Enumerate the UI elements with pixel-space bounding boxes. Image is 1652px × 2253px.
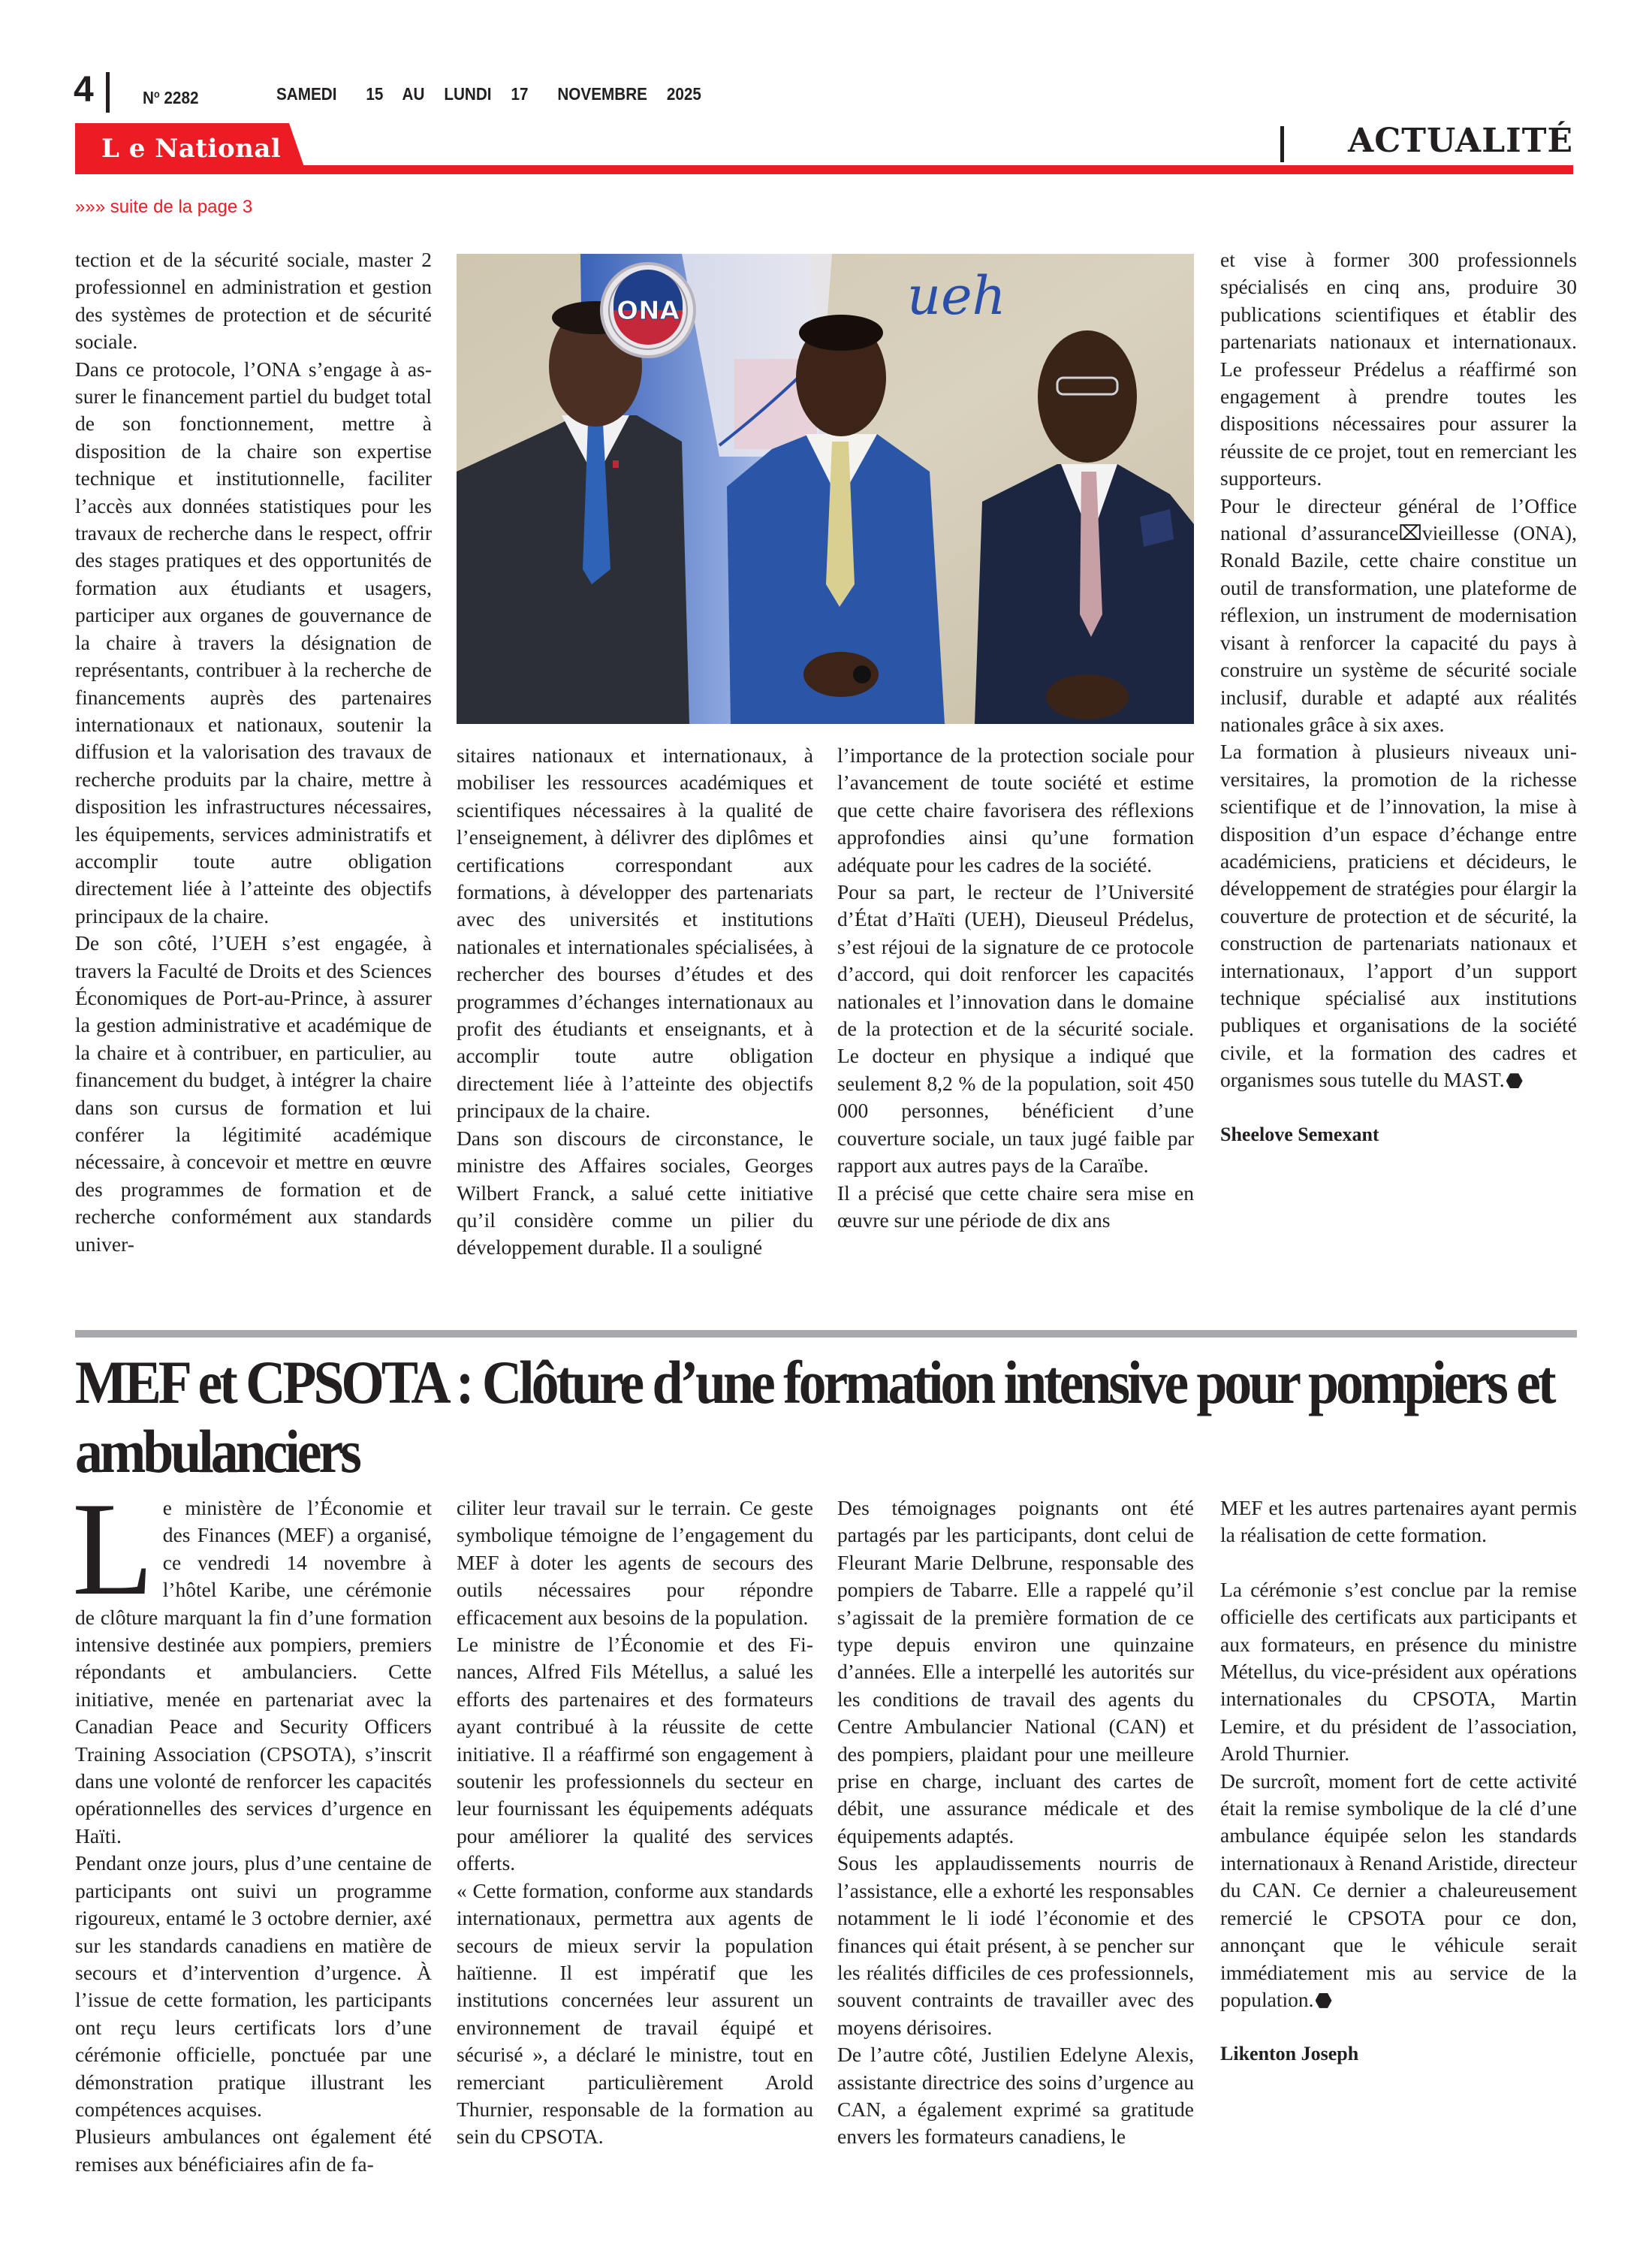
paragraph-text: La formation à plusieurs niveaux universitaires, la promotion de la richesse scientifique et de l’innovation, la mise à disposition d’un espace d’échange entre académiciens, praticiens et décideurs, le développement de stratégies pour élargir la couverture de protection et de sécurité, la construction de partenariats nationaux et internationaux, l’apport d’un support technique spécialisé aux institutions publiques et organisations de la société civile, et la formation des cadres et organismes sous tutelle du MAST. xyxy=(1220,740,1577,1092)
ona-logo xyxy=(601,264,695,357)
page-number: 4 xyxy=(74,70,94,110)
issue-value: 2282 xyxy=(164,88,199,107)
paragraph: De son côté, l’UEH s’est engagée, à travers la Faculté de Droits et des Sciences Économiques de Port-au-Prince, à assurer la gestion administrative et académique de la chaire et à contribuer, en particulier, au financement du budget, à intégrer la chaire dans son cursus de formation et lui conférer la légitimité académique nécessaire, à concevoir et mettre en œuvre des programmes de formation et de recherche conformément aux standards univer- xyxy=(75,931,432,1256)
paragraph: Pendant onze jours, plus d’une centaine de participants ont suivi un programme rigoureux, entamé le 3 octobre dernier, axé sur les standards canadiens en matière de secours et d’intervention d’urgence. À l’issue de cette formation, les participants ont reçu leurs certificats lors d’une cérémonie officielle, ponctuée par une démonstration pratique illustrant les compétences acquises. xyxy=(75,1851,432,2121)
paragraph: et vise à former 300 professionnels spécialisés en cinq ans, produire 30 publications scientifiques et établir des partenariats nationaux et internationaux. Le professeur Prédelus a réaffirmé son engagement à prendre toutes les dispositions nécessaires pour assurer la réussite de ce projet, tout en remerciant les supporteurs. xyxy=(1220,248,1577,490)
paragraph: La cérémonie s’est conclue par la remise officielle des certificats aux participants et aux formateurs, en présence du ministre Métellus, du vice-président aux opérations internationales du CPSOTA, Martin Lemire, et du président de l’association, Arold Thurnier. xyxy=(1220,1577,1577,1766)
ona-logo-text: ONA xyxy=(616,296,680,326)
brand-banner-rule xyxy=(75,165,1573,174)
article2-column-4 xyxy=(1220,1494,1577,2068)
issue-date: SAMEDI 15 AU LUNDI 17 NOVEMBRE 2025 xyxy=(276,84,701,104)
paragraph: Pour sa part, le recteur de l’Université d’État d’Haïti (UEH), Dieuseul Prédelus, s’est réjoui de la signature de ce protocole d’accord, qui doit renforcer les capacités nationales et l’innovation dans le domaine de la protection et de la sécurité sociale. Le docteur en physique a indiqué que seulement 8,2 % de la population, soit 450 000 personnes, bénéficient d’une couverture sociale, un taux jugé faible par rapport aux autres pays de la Caraïbe. xyxy=(837,880,1194,1178)
article1-column-2 xyxy=(457,742,813,1262)
paragraph: Pour le directeur général de l’Office national d’assurance⌧vieillesse (ONA), Ronald Bazile, cette chaire constitue un outil de transformation, une plateforme de réflexion, un instrument de modernisation visant à renforcer la capacité du pays à construire un système de sécurité sociale inclusif, durable et adapté aux réalités nationales grâce à six axes. xyxy=(1220,493,1577,736)
end-mark-icon xyxy=(1506,1073,1523,1088)
paragraph: De l’autre côté, Justilien Edelyne Alexis, assistante directrice des soins d’urgence au CAN, a également exprimé sa gratitude envers les formateurs canadiens, le xyxy=(837,2043,1194,2149)
paragraph: Dans son discours de circonstance, le ministre des Affaires sociales, Georges Wilbert Franck, a salué cette initiative qu’il considère comme un pilier du développement durable. Il a souligné xyxy=(457,1126,813,1259)
paragraph-text: De surcroît, moment fort de cette activité était la remise symbolique de la clé d’une ambulance équipée selon les standards internationaux à Renand Aristide, directeur du CAN. Ce dernier a chaleureusement remercié le CPSOTA pour ce don, annonçant que le véhicule serait immédiatement mis au service de la population. xyxy=(1220,1769,1577,2011)
article1-author: Sheelove Semexant xyxy=(1220,1123,1379,1145)
photo-three-officials xyxy=(457,254,1194,724)
paragraph: tection et de la sécurité sociale, master 2 professionnel en administration et gestion des systèmes de protection et de sécurité sociale. xyxy=(75,248,432,354)
paragraph: Le ministre de l’Économie et des Finances, Alfred Fils Métellus, a salué les efforts des partenaires et des formateurs ayant contribué à la réussite de cette initiative. Il a réaffirmé son engagement à soutenir les professionnels du secteur en leur fournissant les équipements adéquats pour améliorer la qualité des services offerts. xyxy=(457,1633,813,1875)
issue-number xyxy=(143,83,198,109)
article1-photo xyxy=(457,254,1194,724)
paragraph: « Cette formation, conforme aux standards internationaux, permettra aux agents de secours de mieux servir la population haïtienne. Il est impératif que les institutions concernées leur assurent un environnement de travail équipé et sécurisé », a déclaré le ministre, tout en remerciant particulièrement Arold Thurnier, responsable de la formation au sein du CPSOTA. xyxy=(457,1878,813,2149)
ueh-logo-text: ueh xyxy=(907,265,1006,327)
issue-prefix: N xyxy=(143,88,154,107)
paragraph-last xyxy=(1220,1768,1577,2014)
paragraph-last xyxy=(1220,738,1577,1093)
article2-column-2 xyxy=(457,1494,813,2151)
continued-from-link[interactable]: »»» suite de la page 3 xyxy=(75,197,253,217)
article-separator xyxy=(75,1330,1577,1338)
paragraph: ciliter leur travail sur le terrain. Ce geste symbolique témoigne de l’engagement du MEF à doter les agents de secours des outils nécessaires pour répondre efficacement aux besoins de la population. xyxy=(457,1496,813,1629)
article2-column-3 xyxy=(837,1494,1194,2151)
article2-column-1 xyxy=(72,1474,432,2178)
paragraph: Des témoignages poignants ont été partagés par les participants, dont celui de Fleurant Marie Delbrune, responsable des pompiers de Tabarre. Elle a rappelé qu’il s’agissait de la première formation de ce type depuis environ une quinzaine d’années. Elle a interpellé les autorités sur les conditions de travail des agents du Centre Ambulancier National (CAN) et des pompiers, plaidant pour une meilleure prise en charge, incluant des cartes de débit, une assurance médicale et des équipements adaptés. xyxy=(837,1496,1194,1847)
paragraph: Dans ce protocole, l’ONA s’engage à assurer le financement partiel du budget total de son fonctionnement, mettre à disposition de la chaire son expertise technique et institutionnelle, faciliter l’accès aux données statistiques pour les travaux de recherche dans le respect, offrir des stages pratiques et des opportunités de formation aux étudiants et usagers, participer aux organes de gouvernance de la chaire à travers la désignation de représentants, contribuer à la recherche de financements auprès des partenaires internationaux et nationaux, soutenir la diffusion et la valorisation des travaux de recherche produits par la chaire, mettre à disposition les infrastructures nécessaires, les équipements, services administratifs et accomplir toute autre obligation directement liée à l’atteinte des objectifs principaux de la chaire. xyxy=(75,357,432,927)
end-mark-icon xyxy=(1316,1993,1332,2008)
article1-column-4 xyxy=(1220,246,1577,1148)
paragraph: Il a précisé que cette chaire sera mise en œuvre sur une période de dix ans xyxy=(837,1181,1194,1232)
page-number-divider xyxy=(106,72,110,113)
section-title: ACTUALITÉ xyxy=(1348,122,1573,160)
article2-author: Likenton Joseph xyxy=(1220,2043,1359,2065)
article2-headline: MEF et CPSOTA : Clôture d’une formation intensive pour pompiers et ambulanciers xyxy=(75,1348,1554,1485)
paragraph-first xyxy=(72,1474,432,1850)
paragraph: sitaires nationaux et internationaux, à mobiliser les ressources académiques et scientifiques nécessaires à la qualité de l’enseignement, à délivrer des diplômes et certifications correspondant aux formations, à développer des partenariats avec des universités et institutions nationales et internationales spécialisées, à rechercher des bourses d’études et des programmes d’échanges internationaux au profit des étudiants et enseignants, et à accomplir toute autre obligation directement liée à l’atteinte des objectifs principaux de la chaire. xyxy=(457,743,813,1123)
paragraph: Plusieurs ambulances ont également été remises aux bénéficiaires afin de fa- xyxy=(75,2125,432,2176)
drop-cap: L xyxy=(72,1474,154,1623)
article1-column-3 xyxy=(837,742,1194,1234)
article1-column-1 xyxy=(75,246,432,1258)
newspaper-logo[interactable]: L e National xyxy=(101,134,282,164)
paragraph: l’importance de la protection sociale pour l’avancement de toute société et estime que cette chaire favorisera des réflexions approfondies ainsi qu’une formation adéquate pour les cadres de la société. xyxy=(837,743,1194,876)
issue-sup: o xyxy=(153,88,160,100)
section-divider xyxy=(1280,126,1284,162)
paragraph: MEF et les autres partenaires ayant permis la réalisation de cette formation. xyxy=(1220,1496,1577,1547)
paragraph: Sous les applaudissements nourris de l’assistance, elle a exhorté les responsables notamment le li iodé l’économie et des finances qui était présent, à se pencher sur les réalités difficiles de ces professionnels, souvent contraints de travailler avec des moyens dérisoires. xyxy=(837,1851,1194,2039)
paragraph-text: e ministère de l’Économie et des Finances (MEF) a organisé, ce vendredi 14 novembre à l’hôtel Karibe, une cérémonie de clôture marquant la fin d’une formation intensive destinée aux pompiers, premiers répondants et ambulanciers. Cette initiative, menée en partenariat avec la Canadian Peace and Security Officers Training Association (CPSOTA), s’inscrit dans une volonté de renforcer les capacités opérationnelles des services d’urgence en Haïti. xyxy=(75,1496,432,1847)
